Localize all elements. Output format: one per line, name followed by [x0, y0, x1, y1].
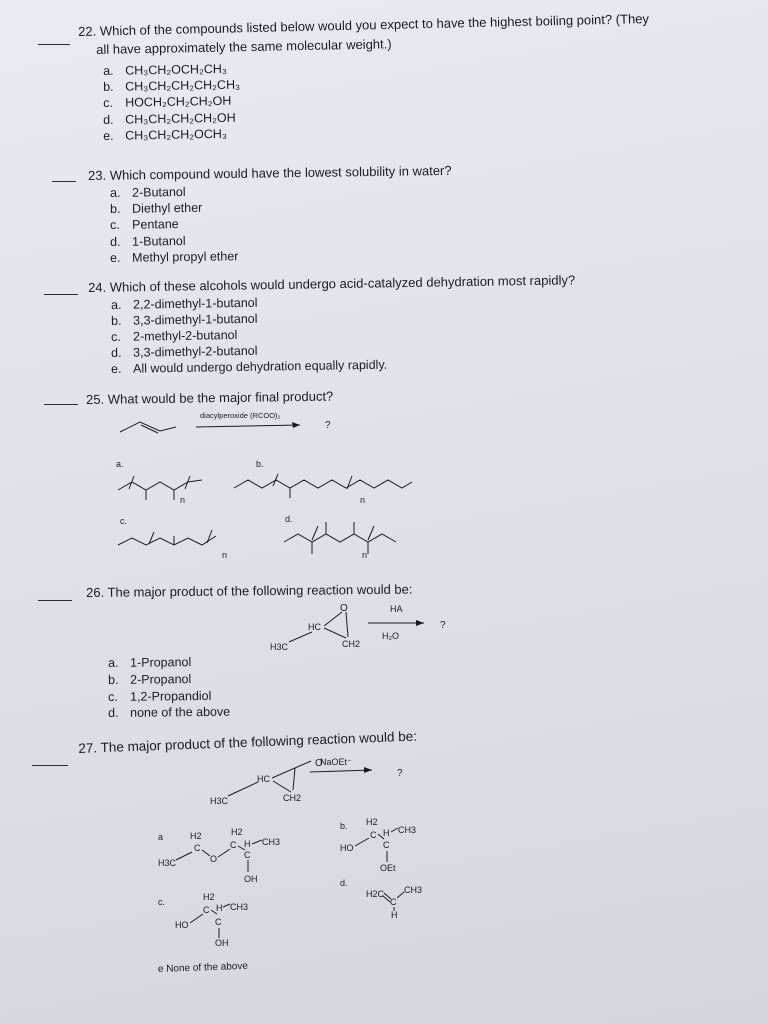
- q22-option-5[interactable]: [103, 127, 227, 143]
- option-text: 2-Butanol: [131, 184, 186, 200]
- svg-text:H3C: H3C: [270, 642, 289, 652]
- answer-blank-26[interactable]: [38, 600, 72, 601]
- option-letter: c.: [110, 218, 120, 233]
- option-letter: d.: [103, 112, 114, 127]
- answer-blank-23[interactable]: [52, 181, 76, 182]
- svg-text:d.: d.: [340, 878, 348, 888]
- svg-text:c.: c.: [158, 897, 166, 907]
- answer-blank-24[interactable]: [44, 294, 78, 295]
- option-letter: c.: [103, 96, 113, 111]
- svg-text:CH2: CH2: [283, 793, 302, 803]
- option-text: Diethyl ether: [131, 200, 203, 216]
- option-letter: c.: [108, 689, 118, 704]
- answer-blank-25[interactable]: [44, 404, 78, 405]
- option-text: 2-methyl-2-butanol: [132, 328, 238, 344]
- q24-option-1[interactable]: [111, 296, 258, 312]
- option-letter: d.: [111, 345, 122, 360]
- svg-text:n: n: [180, 495, 186, 505]
- q22-option-4[interactable]: [103, 110, 236, 126]
- option-text: 3,3-dimethyl-2-butanol: [132, 343, 258, 360]
- svg-text:O: O: [315, 758, 323, 769]
- q27-option-b-structure: [340, 817, 416, 873]
- option-letter: b.: [108, 672, 119, 687]
- option-letter: e.: [110, 250, 121, 265]
- svg-text:C: C: [203, 905, 210, 915]
- option-text: Pentane: [131, 217, 179, 233]
- q23-option-2[interactable]: [110, 201, 202, 216]
- q26-question-mark: ?: [440, 620, 446, 631]
- option-letter: d.: [110, 234, 121, 249]
- option-text: CH₃CH₂CH₂CH₂OH: [124, 110, 236, 127]
- option-text: 1-Butanol: [131, 233, 186, 249]
- svg-text:H: H: [244, 839, 251, 849]
- propylene-oxide-structure-27: [210, 758, 323, 806]
- question-26-text: 26. The major product of the following reaction would be:: [86, 581, 413, 600]
- polymer-option-a: [118, 476, 202, 505]
- q27-arrow: [310, 770, 372, 772]
- q23-option-3[interactable]: [110, 217, 179, 232]
- svg-text:H3C: H3C: [158, 858, 177, 868]
- q23-option-4[interactable]: [110, 234, 186, 249]
- option-letter: d.: [108, 706, 119, 721]
- svg-text:C: C: [244, 850, 251, 860]
- svg-text:n: n: [362, 550, 368, 560]
- svg-text:H3C: H3C: [210, 796, 229, 806]
- answer-blank-27[interactable]: [32, 765, 68, 766]
- svg-text:C: C: [215, 917, 222, 927]
- q24-option-2[interactable]: [111, 312, 258, 328]
- option-letter: b.: [111, 313, 122, 328]
- propene-structure: [120, 422, 176, 432]
- svg-text:n: n: [222, 550, 228, 560]
- q26-reagent-acid: HA: [390, 604, 403, 614]
- polymer-option-d: [284, 522, 396, 560]
- svg-text:CH3: CH3: [404, 885, 423, 895]
- svg-text:CH3: CH3: [398, 825, 417, 835]
- q25-reagent: diacylperoxide (RCOO)₂: [200, 411, 281, 420]
- option-letter: b.: [103, 80, 114, 95]
- svg-text:HO: HO: [175, 920, 189, 930]
- q22-option-2[interactable]: [103, 78, 240, 94]
- svg-text:CH3: CH3: [262, 837, 281, 847]
- question-23-text: 23. Which compound would have the lowest solubility in water?: [88, 162, 452, 183]
- q25-label-b: b.: [256, 459, 264, 469]
- svg-text:C: C: [370, 830, 377, 840]
- answer-blank-22[interactable]: [38, 44, 70, 45]
- q22-option-1[interactable]: [103, 62, 227, 78]
- option-text: CH₃CH₂CH₂OCH₃: [124, 126, 228, 143]
- option-text: 1,2-Propandiol: [129, 688, 212, 704]
- option-text: CH₃CH₂CH₂CH₂CH₃: [124, 77, 241, 94]
- svg-text:OH: OH: [215, 938, 229, 948]
- option-letter: a.: [108, 655, 119, 670]
- option-letter: e.: [111, 361, 122, 376]
- svg-text:CH2: CH2: [342, 639, 361, 649]
- svg-text:C: C: [390, 897, 397, 907]
- svg-text:H: H: [383, 828, 390, 838]
- q27-option-a-structure: [158, 827, 280, 884]
- q27-option-c-structure: [158, 892, 248, 948]
- q27-option-e: e None of the above: [157, 960, 249, 975]
- propylene-oxide-structure: [270, 603, 360, 652]
- option-text: HOCH₂CH₂CH₂OH: [124, 94, 232, 111]
- question-25-text: 25. What would be the major final product?: [86, 388, 334, 407]
- option-letter: e.: [103, 128, 114, 143]
- polymer-option-b: [234, 474, 412, 505]
- question-27-text: 27. The major product of the following reaction would be:: [78, 728, 418, 756]
- svg-text:n: n: [360, 495, 366, 505]
- svg-text:C: C: [383, 840, 390, 850]
- q25-arrow: [196, 425, 300, 427]
- q24-option-3[interactable]: [111, 328, 237, 344]
- svg-text:a: a: [158, 832, 164, 842]
- q26-option-4[interactable]: [108, 705, 230, 720]
- polymer-option-c: [118, 530, 227, 560]
- option-text: none of the above: [129, 705, 231, 721]
- svg-text:b.: b.: [340, 821, 348, 831]
- option-text: 3,3-dimethyl-1-butanol: [132, 311, 258, 328]
- svg-text:C: C: [230, 840, 237, 850]
- q27-question-mark: ?: [397, 768, 403, 779]
- q22-option-3[interactable]: [103, 94, 231, 110]
- q27-option-d-structure: [340, 878, 422, 920]
- svg-text:CH3: CH3: [230, 902, 249, 912]
- svg-text:H2: H2: [203, 892, 215, 902]
- option-letter: c.: [111, 329, 121, 344]
- svg-text:H2: H2: [190, 831, 202, 841]
- q26-option-3[interactable]: [108, 689, 211, 704]
- option-letter: a.: [103, 63, 114, 78]
- svg-text:OH: OH: [244, 874, 258, 884]
- question-24-text: 24. Which of these alcohols would undergo acid-catalyzed dehydration most rapidly?: [88, 272, 576, 295]
- svg-text:O: O: [210, 854, 218, 864]
- q23-option-5[interactable]: [110, 249, 238, 265]
- q25-question-mark: ?: [325, 420, 331, 431]
- option-text: 1-Propanol: [129, 655, 192, 670]
- svg-text:HO: HO: [340, 843, 354, 853]
- svg-text:OEt: OEt: [380, 863, 396, 873]
- svg-text:H2C: H2C: [366, 889, 385, 899]
- svg-text:HC: HC: [308, 622, 321, 632]
- question-22-text-cont: all have approximately the same molecular weight.): [96, 36, 392, 57]
- option-text: Methyl propyl ether: [131, 249, 239, 265]
- q26-option-2[interactable]: [108, 672, 191, 687]
- q26-reagent-water: H₂O: [382, 631, 399, 641]
- q26-option-1[interactable]: [108, 655, 191, 670]
- q23-option-1[interactable]: [110, 185, 186, 200]
- q25-label-c: c.: [120, 516, 128, 526]
- option-letter: b.: [110, 202, 121, 217]
- svg-text:C: C: [194, 843, 201, 853]
- svg-text:O: O: [340, 603, 348, 614]
- q27-reagent: NaOEt⁻: [320, 757, 352, 767]
- option-text: All would undergo dehydration equally rapidly.: [132, 357, 388, 376]
- svg-text:H: H: [216, 903, 223, 913]
- q24-option-4[interactable]: [111, 344, 258, 360]
- svg-text:HC: HC: [257, 774, 270, 784]
- q25-label-d: d.: [285, 514, 293, 524]
- option-letter: a.: [111, 297, 122, 312]
- question-22-text: 22. Which of the compounds listed below would you expect to have the highest boiling point? (They: [78, 11, 650, 39]
- svg-text:H2: H2: [366, 817, 378, 827]
- q25-label-a: a.: [116, 459, 124, 469]
- option-text: CH₃CH₂OCH₂CH₃: [124, 61, 228, 78]
- option-letter: a.: [110, 185, 121, 200]
- option-text: 2-Propanol: [129, 671, 192, 687]
- q24-option-5[interactable]: [111, 358, 387, 376]
- svg-text:H: H: [391, 910, 398, 920]
- svg-text:H2: H2: [231, 827, 243, 837]
- option-text: 2,2-dimethyl-1-butanol: [132, 295, 258, 312]
